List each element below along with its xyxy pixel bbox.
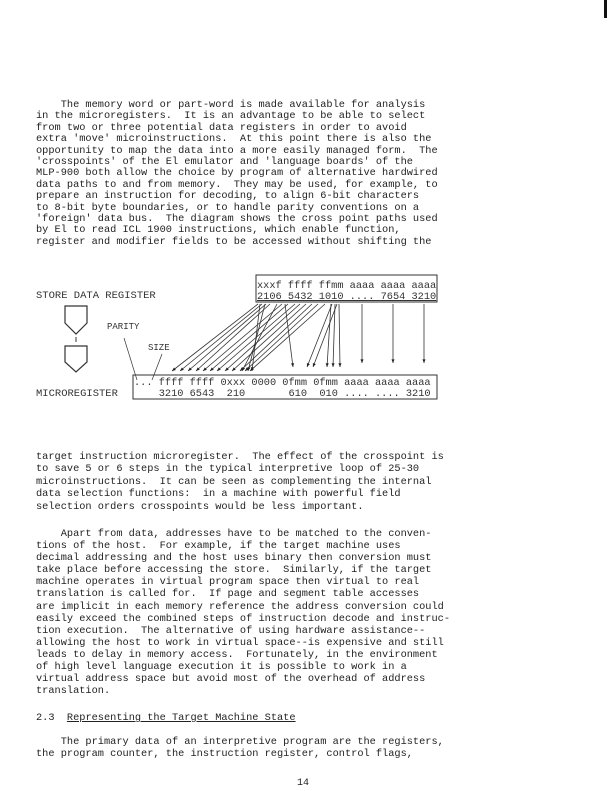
text-line: to 8-bit byte boundaries, or to handle parity conventions on a <box>36 201 420 214</box>
arrowhead-icon <box>332 363 335 367</box>
scan-mark <box>604 0 607 18</box>
text-line: target instruction microregister. The effect of the crosspoint is <box>36 451 444 463</box>
parity-label: PARITY <box>107 322 140 332</box>
paragraph-2 <box>36 451 444 513</box>
arrowhead-icon <box>338 363 341 367</box>
text-line: machine operates in virtual program space then virtual to real <box>36 576 420 589</box>
text-line: microinstructions. It can be seen as complementing the internal <box>36 475 432 488</box>
text-line: MLP-900 both allow the choice by program of alternative hardwired <box>36 167 438 180</box>
arrowhead-icon <box>313 363 316 367</box>
text-line: in the microregisters. It is an advantage to be able to select <box>36 110 426 123</box>
section-number: 2.3 <box>36 712 55 724</box>
text-line: translation is called for. If page and segment table accesses <box>36 588 420 601</box>
text-line: data selection functions: in a machine with powerful field <box>36 488 401 501</box>
crosspoint-paths <box>172 304 426 371</box>
text-line: allowing the host to work in virtual space--is expensive and still <box>36 636 444 649</box>
text-line: tions of the host. For example, if the target machine uses <box>36 540 401 553</box>
size-label: SIZE <box>148 343 170 353</box>
text-line: 'foreign' data bus. The diagram shows the cross point paths used <box>36 212 438 225</box>
text-line: are implicit in each memory reference the address conversion could <box>36 600 444 613</box>
page-number: 14 <box>297 778 310 789</box>
paragraph-1 <box>36 100 438 248</box>
text-line: decimal addressing and the host uses binary then conversion must <box>36 552 432 565</box>
text-line: take place before accessing the store. Similarly, if the target <box>36 564 432 577</box>
microregister-shape <box>65 346 87 372</box>
text-line: translation. <box>36 685 111 698</box>
text-line: The memory word or part-word is made available for analysis <box>36 99 426 111</box>
crosspoint-path-line <box>188 304 266 371</box>
parity-pointer <box>124 338 137 380</box>
text-line: 'crosspoints' of the El emulator and 'language boards' of the <box>36 155 413 168</box>
section-title: Representing the Target Machine State <box>66 712 296 724</box>
text-line: prepare an instruction for decoding, to align 6-bit characters <box>36 190 420 203</box>
section-heading <box>36 712 296 724</box>
arrowhead-icon <box>326 363 329 367</box>
crosspoint-path-line <box>250 304 325 371</box>
arrowhead-icon <box>307 363 310 367</box>
micro-row-bits: 3210 6543 210 610 010 .... .... 3210 <box>134 388 431 400</box>
paragraph-4 <box>36 736 444 761</box>
text-line: data paths to and from memory. They may be used, for example, to <box>36 178 438 191</box>
microregister-label: MICROREGISTER <box>36 388 118 400</box>
crosspoint-path-line <box>327 304 331 367</box>
text-line: of high level language execution it is possible to work in a <box>36 661 407 674</box>
store-row-bits: 2106 5432 1010 .... 7654 3210 <box>257 291 437 303</box>
arrowhead-icon <box>360 359 363 363</box>
text-line: The primary data of an interpretive program are the registers, <box>36 736 444 748</box>
text-line: from two or three potential data registers in order to avoid <box>36 121 407 134</box>
crosspoint-path-line <box>307 304 332 367</box>
text-line: to save 5 or 6 steps in the typical interpretive loop of 25-30 <box>36 463 420 476</box>
crosspoint-diagram <box>0 270 612 420</box>
text-line: by El to read ICL 1900 instructions, which enable function, <box>36 224 401 237</box>
text-line: virtual address space but avoid most of the overhead of address <box>36 673 426 686</box>
store-register-shape <box>65 306 87 334</box>
text-line: Apart from data, addresses have to be matched to the conven- <box>36 528 432 540</box>
crosspoint-path-line <box>339 304 340 367</box>
crosspoint-path-line <box>180 304 262 371</box>
arrowhead-icon <box>422 359 425 363</box>
text-line: opportunity to map the data into a more easily managed form. The <box>36 144 438 157</box>
text-line: easily exceed the combined steps of instruction decode and instruc- <box>36 612 451 625</box>
arrowhead-icon <box>391 359 394 363</box>
store-data-register-label: STORE DATA REGISTER <box>36 290 156 302</box>
text-line: leads to delay in memory access. Fortunately, in the environment <box>36 648 438 661</box>
store-row-fields: xxxf ffff ffmm aaaa aaaa aaaa <box>257 280 437 292</box>
text-line: selection orders crosspoints would be less important. <box>36 500 364 513</box>
crosspoint-path-line <box>242 304 277 371</box>
micro-row-fields: ... ffff ffff 0xxx 0000 0fmm 0fmm aaaa aaaa aaaa <box>134 377 431 389</box>
text-line: register and modifier fields to be accessed without shifting the <box>36 235 432 248</box>
text-line: extra 'move' microinstructions. At this point there is also the <box>36 133 432 146</box>
paragraph-3 <box>36 528 450 697</box>
text-line: tion execution. The alternative of using hardware assistance-- <box>36 624 426 637</box>
text-line: the program counter, the instruction register, control flags, <box>36 748 413 761</box>
